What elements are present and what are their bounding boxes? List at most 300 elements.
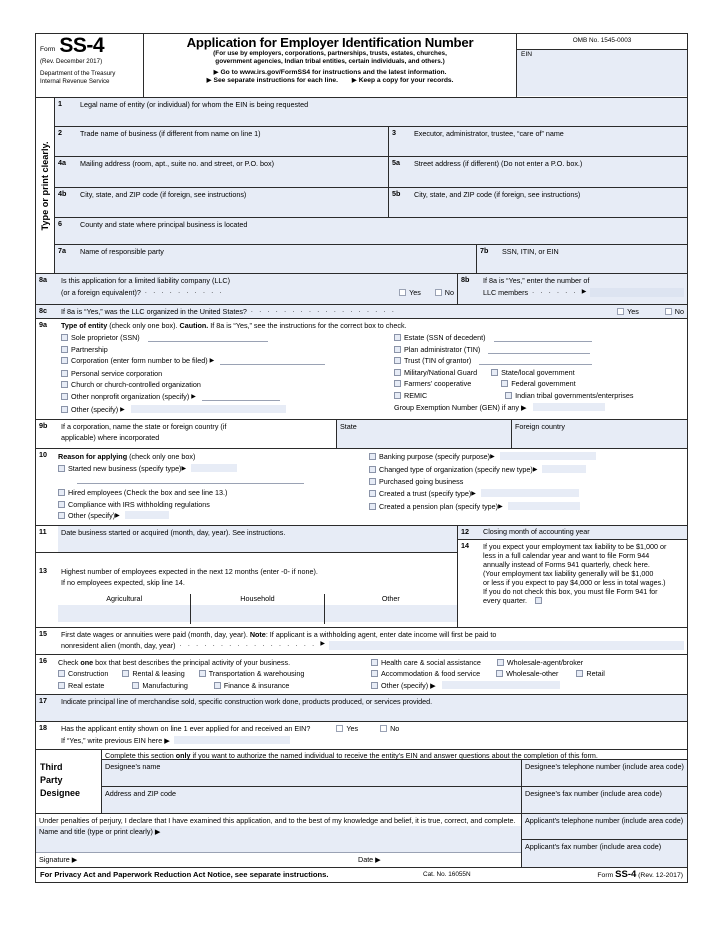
- line-5b-label: City, state, and ZIP code (if foreign, see instructions): [414, 190, 581, 199]
- third-party-label-2: Party: [40, 774, 63, 785]
- line-14: [458, 540, 687, 627]
- line-9b-foreign-country[interactable]: [512, 420, 687, 448]
- line-15-label-a: First date wages or annuities were paid (month, day, year).: [61, 629, 250, 639]
- line-8b[interactable]: [458, 274, 687, 304]
- line-13-input-other[interactable]: [325, 605, 457, 622]
- catalog-number: Cat. No. 16055N: [423, 871, 471, 878]
- form-revision: (Rev. December 2017): [40, 57, 103, 65]
- footer-form-id: [543, 869, 683, 880]
- line-9a-rest: If 8a is “Yes,” see the instructions for the correct box to check.: [208, 321, 407, 330]
- checkbox-federal-government[interactable]: [501, 380, 508, 387]
- perjury-statement: Under penalties of perjury, I declare that I have examined this application, and to the best of my knowledge and belief, it is true, correct, and complete.: [39, 815, 516, 825]
- entity-option[interactable]: [61, 332, 394, 344]
- line-10-number: 10: [39, 450, 47, 460]
- line-10-left: [58, 451, 369, 523]
- line-18: [36, 722, 687, 750]
- line-8b-input[interactable]: [590, 288, 684, 297]
- form-ss4: [35, 33, 688, 883]
- entity-label: Partnership: [71, 344, 108, 354]
- line-16-caption: [58, 657, 371, 669]
- line-8b-label-2: LLC members: [483, 288, 529, 297]
- changed-type-input[interactable]: [542, 465, 586, 473]
- third-party-label-1: Third: [40, 761, 63, 772]
- checkbox-compliance-withholding[interactable]: [58, 501, 65, 508]
- entity-label: Church or church-controlled organization: [71, 380, 201, 390]
- third-party-notice: [102, 750, 687, 760]
- line-5b[interactable]: [389, 188, 687, 217]
- checkbox-other-reason[interactable]: [58, 512, 65, 519]
- line-9b-state[interactable]: [337, 420, 512, 448]
- line-15-label-b: : If applicant is a withholding agent, enter date income will first be paid to: [265, 629, 497, 639]
- activity-label: Finance & insurance: [223, 680, 290, 690]
- entity-option[interactable]: [61, 379, 394, 391]
- checkbox-18-no[interactable]: [380, 725, 387, 732]
- line-14-text-6: If you do not check this box, you must file Form 941 for: [483, 586, 658, 596]
- line-16-label-a: Check: [58, 657, 81, 667]
- footer-form-number: SS-4: [615, 869, 637, 880]
- checkbox-plan-administrator[interactable]: [394, 346, 401, 353]
- line-9b-label-2: applicable) where incorporated: [61, 433, 160, 443]
- checkbox-other-activity[interactable]: [371, 682, 378, 689]
- arrow-other-entity-icon: ▶: [120, 406, 125, 413]
- checkbox-other-nonprofit[interactable]: [61, 393, 68, 400]
- activity-label: Wholesale-other: [506, 669, 559, 679]
- checkbox-changed-type[interactable]: [369, 466, 376, 473]
- activity-label: Transportation & warehousing: [208, 669, 305, 679]
- checkbox-banking-purpose[interactable]: [369, 453, 376, 460]
- privacy-notice: For Privacy Act and Paperwork Reduction Act Notice, see separate instructions.: [40, 870, 329, 879]
- line-8c-yes-label: Yes: [627, 307, 639, 316]
- designee-fax-label: Designee’s fax number (include area code): [525, 788, 662, 798]
- entity-label: Corporation (enter form number to be filed): [71, 356, 208, 366]
- started-business-input[interactable]: [191, 464, 237, 472]
- arrow-nonprofit-icon: ▶: [191, 393, 196, 400]
- signature-label: Signature ▶: [39, 854, 78, 864]
- applicant-fax-label: Applicant’s fax number (include area code): [525, 841, 662, 851]
- activity-row: [371, 680, 684, 692]
- line-6-label: County and state where principal business is located: [80, 220, 248, 229]
- line-14-text-4: (Your employment tax liability generally will be $1,000: [483, 568, 654, 578]
- reason-option[interactable]: [58, 510, 369, 523]
- reason-option[interactable]: [369, 464, 684, 477]
- line-7b-label: SSN, ITIN, or EIN: [502, 247, 559, 256]
- line-3[interactable]: [389, 127, 687, 156]
- line-5a-number: 5a: [392, 158, 400, 167]
- checkbox-church[interactable]: [61, 381, 68, 388]
- designee-phone-field[interactable]: [522, 760, 687, 786]
- activity-label: Other (specify) ▶: [381, 680, 436, 690]
- department-line-2: Internal Revenue Service: [40, 77, 110, 85]
- checkbox-real-estate[interactable]: [58, 682, 65, 689]
- separate-instructions: ▶ See separate instructions for each line.: [206, 76, 338, 84]
- line-2-label: Trade name of business (if different from name on line 1): [80, 129, 261, 138]
- line-7b[interactable]: [477, 245, 687, 273]
- line-8a-label-2: (or a foreign equivalent)?: [61, 288, 141, 297]
- reason-option[interactable]: [369, 476, 684, 488]
- line-13-number: 13: [39, 565, 47, 575]
- checkbox-created-trust[interactable]: [369, 490, 376, 497]
- applicant-phone-label: Applicant’s telephone number (include area code): [525, 815, 684, 825]
- goto-link[interactable]: ▶ Go to www.irs.gov/FormSS4 for instructions and the latest information.: [213, 68, 447, 76]
- arrow-other-reason-icon: ▶: [115, 513, 120, 520]
- reason-option[interactable]: [58, 499, 369, 511]
- designee-address-field[interactable]: [102, 787, 522, 813]
- reason-label: Other (specify): [68, 511, 116, 521]
- line-7a-label: Name of responsible party: [80, 247, 164, 256]
- checkbox-form-944[interactable]: [535, 597, 542, 604]
- arrow-created-trust-icon: ▶: [471, 490, 476, 497]
- activity-label: Rental & leasing: [132, 669, 185, 679]
- footer-form-rev: (Rev. 12-2017): [636, 872, 683, 879]
- form-subtitle-1: (For use by employers, corporations, partnerships, trusts, estates, churches,: [213, 49, 447, 57]
- activity-label: Health care & social assistance: [381, 657, 481, 667]
- checkbox-hired-employees[interactable]: [58, 489, 65, 496]
- line-9a-bold: Type of entity: [61, 321, 108, 330]
- third-party-label: [36, 750, 102, 813]
- line-4a[interactable]: [55, 157, 389, 187]
- entity-option[interactable]: [394, 355, 684, 367]
- entity-label: State/local government: [501, 367, 575, 377]
- line-3-label: Executor, administrator, trustee, “care of” name: [414, 129, 564, 138]
- vertical-strip: [36, 98, 55, 273]
- date-label: Date ▶: [358, 854, 381, 864]
- line-6[interactable]: [55, 218, 687, 245]
- arrow-corporation-icon: ▶: [209, 358, 215, 365]
- line-5b-number: 5b: [392, 189, 401, 198]
- activity-row: [58, 668, 371, 680]
- form-word: Form: [40, 45, 56, 53]
- reason-label: Hired employees (Check the box and see line 13.): [68, 487, 228, 497]
- line-1[interactable]: [55, 98, 687, 127]
- activity-row: [371, 657, 684, 669]
- entity-option[interactable]: [61, 344, 394, 356]
- ein-field[interactable]: [517, 49, 687, 96]
- checkbox-8c-yes[interactable]: [617, 308, 624, 315]
- designee-fax-field[interactable]: [522, 787, 687, 813]
- leader-dots-8b: . . . . . .: [532, 288, 578, 296]
- created-pension-input[interactable]: [508, 502, 580, 510]
- line-9b-number: 9b: [39, 421, 48, 431]
- form-header: [36, 34, 687, 98]
- group-exemption-input[interactable]: [533, 403, 605, 411]
- line-15-note: Note: [249, 629, 266, 639]
- leader-dots-15: . . . . . . . . . . . . . . . . .: [179, 640, 317, 648]
- corporation-input[interactable]: [220, 364, 325, 365]
- entity-label: Farmers’ cooperative: [404, 379, 472, 389]
- other-entity-input[interactable]: [131, 405, 286, 413]
- arrow-changed-type-icon: ▶: [532, 466, 538, 473]
- line-8a-label-1: Is this application for a limited liability company (LLC): [61, 276, 230, 285]
- activity-label: Real estate: [68, 680, 105, 690]
- estate-input[interactable]: [494, 341, 592, 342]
- line-9b: [36, 420, 687, 449]
- signature-right: [522, 814, 687, 867]
- type-or-print-section: [36, 98, 687, 274]
- started-business-input-line2[interactable]: [77, 483, 304, 484]
- signature-row[interactable]: [36, 852, 521, 865]
- checkbox-manufacturing[interactable]: [132, 682, 139, 689]
- checkbox-transportation-warehousing[interactable]: [199, 670, 206, 677]
- line-9a-caution: Caution.: [179, 321, 209, 330]
- line-13-input-agricultural[interactable]: [58, 605, 190, 622]
- line-8c[interactable]: [36, 305, 687, 319]
- line-8c-label: If 8a is “Yes,” was the LLC organized in the United States?: [61, 307, 247, 316]
- line-11-label: Date business started or acquired (month, day, year). See instructions.: [58, 526, 457, 552]
- checkbox-purchased-going-business[interactable]: [369, 478, 376, 485]
- activity-label: Construction: [68, 669, 109, 679]
- checkbox-other-entity[interactable]: [61, 406, 68, 413]
- checkbox-corporation[interactable]: [61, 357, 68, 364]
- line-8a[interactable]: [36, 274, 458, 304]
- reason-option[interactable]: [369, 451, 684, 464]
- entity-option[interactable]: [61, 355, 394, 368]
- line-10-rest: (check only one box): [127, 452, 196, 462]
- line-1-number: 1: [58, 99, 62, 108]
- line-4b-number: 4b: [58, 189, 67, 198]
- signature-section: [36, 814, 687, 867]
- arrow-banking-icon: ▶: [490, 454, 495, 461]
- line-15-input[interactable]: [329, 641, 684, 650]
- checkbox-indian-tribal[interactable]: [505, 392, 512, 399]
- line-9a-caption: [61, 321, 684, 330]
- line-12-label: Closing month of accounting year: [483, 526, 590, 536]
- line-17-number: 17: [39, 695, 47, 705]
- entity-label: Trust (TIN of grantor): [404, 356, 472, 366]
- arrow-pension-plan-icon: ▶: [498, 503, 503, 510]
- entity-option[interactable]: [61, 391, 394, 404]
- group-exemption-row[interactable]: [394, 402, 684, 414]
- line-4a-5a: [55, 157, 687, 188]
- entity-option[interactable]: [61, 404, 394, 417]
- designee-address-label: Address and ZIP code: [105, 788, 176, 798]
- line-5a[interactable]: [389, 157, 687, 187]
- line-7b-number: 7b: [480, 246, 489, 255]
- reason-label: Started new business (specify type): [68, 463, 182, 473]
- entity-option-pair: [394, 378, 684, 390]
- reason-option[interactable]: [58, 487, 369, 499]
- lines-11-13-column: [36, 526, 458, 627]
- reason-option[interactable]: [58, 463, 369, 476]
- form-number: SS-4: [59, 34, 105, 57]
- line-14-text-2: less in a full calendar year and want to file Form 944: [483, 550, 650, 560]
- designee-name-row: [102, 760, 687, 787]
- line-9b-label-1: If a corporation, name the state or foreign country (if: [61, 422, 227, 432]
- entity-option[interactable]: [394, 332, 684, 344]
- form-footer: [36, 867, 687, 882]
- entity-option-pair: [394, 390, 684, 402]
- entity-label: Military/National Guard: [404, 367, 478, 377]
- line-14-number: 14: [461, 540, 469, 550]
- activity-row: [371, 668, 684, 680]
- form-subtitle-2: government agencies, Indian tribal entities, certain individuals, and others.): [215, 58, 445, 66]
- line-7a[interactable]: [55, 245, 477, 273]
- line-15-number: 15: [39, 628, 47, 638]
- checkbox-partnership[interactable]: [61, 346, 68, 353]
- line-17-label: Indicate principal line of merchandise sold, specific construction work done, products produced, or services provided.: [61, 696, 433, 706]
- arrow-8b-icon: ▶: [581, 288, 587, 295]
- activity-label: Manufacturing: [142, 680, 188, 690]
- activity-label: Retail: [586, 669, 605, 679]
- line-9b-foreign-label: Foreign country: [515, 422, 565, 432]
- line-11[interactable]: [36, 526, 457, 553]
- checkbox-personal-service-corp[interactable]: [61, 370, 68, 377]
- checkbox-finance-insurance[interactable]: [214, 682, 221, 689]
- line-11-number: 11: [39, 526, 47, 536]
- line-16-right: [371, 657, 684, 692]
- checkbox-health-care[interactable]: [371, 659, 378, 666]
- line-16-label-b: box that best describes the principal activity of your business.: [93, 657, 291, 667]
- third-party-notice-a: Complete this section: [105, 750, 176, 760]
- reason-label: Changed type of organization (specify new type): [379, 464, 533, 474]
- name-title-label: Name and title (type or print clearly) ▶: [39, 826, 161, 836]
- line-14-text-3: annually instead of Forms 941 quarterly, check here.: [483, 559, 650, 569]
- line-18-previous-ein-input[interactable]: [174, 736, 290, 744]
- line-12-number: 12: [461, 526, 469, 536]
- footer-form-word: Form: [597, 872, 616, 879]
- name-title-row[interactable]: [36, 826, 521, 838]
- line-7a-number: 7a: [58, 246, 66, 255]
- line-2-3: [55, 127, 687, 157]
- line-14-text-1: If you expect your employment tax liability to be $1,000 or: [483, 541, 667, 551]
- other-nonprofit-input[interactable]: [202, 400, 280, 401]
- reason-option[interactable]: [369, 501, 684, 514]
- banking-purpose-input[interactable]: [500, 452, 596, 460]
- ein-label: EIN: [521, 51, 532, 58]
- checkbox-8a-yes[interactable]: [399, 289, 406, 296]
- entity-label: Federal government: [511, 379, 576, 389]
- checkbox-trust[interactable]: [394, 357, 401, 364]
- checkbox-wholesale-agent-broker[interactable]: [497, 659, 504, 666]
- third-party-notice-b: if you want to authorize the named individual to receive the entity’s EIN and answer questions about the completion of this form.: [190, 750, 598, 760]
- line-9a-right-options: [394, 332, 684, 416]
- line-9b-state-label: State: [340, 422, 357, 432]
- line-10-right: [369, 451, 684, 523]
- third-party-notice-only: only: [175, 750, 191, 760]
- line-18-no-label: No: [390, 723, 400, 733]
- arrow-15-icon: ▶: [320, 641, 325, 648]
- checkbox-military[interactable]: [394, 369, 401, 376]
- line-5a-label: Street address (if different) (Do not enter a P.O. box.): [414, 159, 583, 168]
- line-18-sub-label: If “Yes,” write previous EIN here ▶: [61, 735, 170, 745]
- checkbox-sole-proprietor[interactable]: [61, 334, 68, 341]
- leader-dots-8c: . . . . . . . . . . . . . . . . . .: [250, 307, 396, 315]
- line-17[interactable]: [36, 695, 687, 722]
- checkbox-retail[interactable]: [576, 670, 583, 677]
- checkbox-18-yes[interactable]: [336, 725, 343, 732]
- line-8a-yes-label: Yes: [409, 288, 421, 297]
- checkbox-8a-no[interactable]: [435, 289, 442, 296]
- other-reason-input[interactable]: [125, 511, 169, 519]
- plan-administrator-input[interactable]: [488, 353, 590, 354]
- designee-phone-label: Designee’s telephone number (include area code): [525, 761, 684, 771]
- checkbox-accommodation-food[interactable]: [371, 670, 378, 677]
- designee-name-field[interactable]: [102, 760, 522, 786]
- line-9a-mid: (check only one box).: [107, 321, 180, 330]
- lines-12-14-column: [458, 526, 687, 627]
- line-18-number: 18: [39, 722, 47, 732]
- line-4b-label: City, state, and ZIP code (if foreign, see instructions): [80, 190, 247, 199]
- header-center: [144, 34, 517, 97]
- name-title-input[interactable]: [36, 838, 521, 852]
- line-13-input-household[interactable]: [191, 605, 323, 622]
- line-15-label-2: nonresident alien (month, day, year): [61, 640, 176, 650]
- keep-copy: ▶ Keep a copy for your records.: [351, 76, 454, 84]
- line-9a: [36, 319, 687, 420]
- checkbox-rental-leasing[interactable]: [122, 670, 129, 677]
- line-18-yes-label: Yes: [346, 723, 359, 733]
- reason-label: Created a trust (specify type): [379, 488, 472, 498]
- line-14-text-7: every quarter.: [483, 595, 527, 605]
- line-10-caption: [58, 451, 369, 463]
- line-10-bold: Reason for applying: [58, 452, 128, 462]
- line-16-one: one: [80, 657, 94, 667]
- reason-option[interactable]: [369, 488, 684, 501]
- checkbox-farmers-cooperative[interactable]: [394, 380, 401, 387]
- checkbox-wholesale-other[interactable]: [496, 670, 503, 677]
- created-trust-input[interactable]: [481, 489, 579, 497]
- checkbox-8c-no[interactable]: [665, 308, 672, 315]
- line-13: [36, 553, 457, 627]
- line-15[interactable]: [36, 628, 687, 655]
- reason-label: Compliance with IRS withholding regulations: [68, 499, 210, 509]
- group-exemption-label: Group Exemption Number (GEN) if any ▶: [394, 402, 527, 412]
- line-16: [36, 655, 687, 695]
- applicant-phone-field[interactable]: [522, 814, 687, 840]
- line-8b-label-1: If 8a is “Yes,” enter the number of: [483, 276, 590, 285]
- arrow-started-business-icon: ▶: [181, 465, 187, 472]
- trust-input[interactable]: [479, 364, 592, 365]
- reason-label: Created a pension plan (specify type): [379, 501, 499, 511]
- applicant-fax-field[interactable]: [522, 840, 687, 867]
- line-14-text-5: or less if you expect to pay $4,000 or less in total wages.): [483, 577, 666, 587]
- sole-proprietor-input[interactable]: [148, 341, 268, 342]
- line-8a-number: 8a: [39, 275, 47, 284]
- line-13-label-2: If no employees expected, skip line 14.: [61, 577, 185, 587]
- line-2[interactable]: [55, 127, 389, 156]
- line-3-number: 3: [392, 128, 396, 137]
- checkbox-started-new-business[interactable]: [58, 465, 65, 472]
- checkbox-estate[interactable]: [394, 334, 401, 341]
- line-13-col-household: Household: [240, 593, 275, 603]
- checkbox-construction[interactable]: [58, 670, 65, 677]
- line-8c-number: 8c: [39, 306, 47, 315]
- entity-option[interactable]: [61, 368, 394, 380]
- line-10: [36, 449, 687, 526]
- header-left: [36, 34, 144, 97]
- line-13-col-agricultural: Agricultural: [106, 593, 143, 603]
- entity-label: REMIC: [404, 390, 428, 400]
- header-right: [517, 34, 687, 97]
- line-8b-number: 8b: [461, 275, 470, 284]
- signature-left: [36, 814, 522, 867]
- line-6-number: 6: [58, 219, 62, 228]
- designee-address-row: [102, 787, 687, 813]
- designee-name-label: Designee’s name: [105, 761, 161, 771]
- other-activity-input[interactable]: [442, 681, 560, 689]
- line-4b-5b: [55, 188, 687, 218]
- entity-option[interactable]: [394, 344, 684, 356]
- checkbox-remic[interactable]: [394, 392, 401, 399]
- form-title: Application for Employer Identification Number: [186, 35, 474, 50]
- checkbox-state-local-government[interactable]: [491, 369, 498, 376]
- reason-label: Purchased going business: [379, 477, 464, 487]
- third-party-label-3: Designee: [40, 787, 81, 798]
- line-9b-question: [36, 420, 337, 448]
- line-1-label: Legal name of entity (or individual) for whom the EIN is being requested: [80, 100, 309, 109]
- checkbox-created-pension-plan[interactable]: [369, 503, 376, 510]
- line-4b[interactable]: [55, 188, 389, 217]
- line-12[interactable]: [458, 526, 687, 540]
